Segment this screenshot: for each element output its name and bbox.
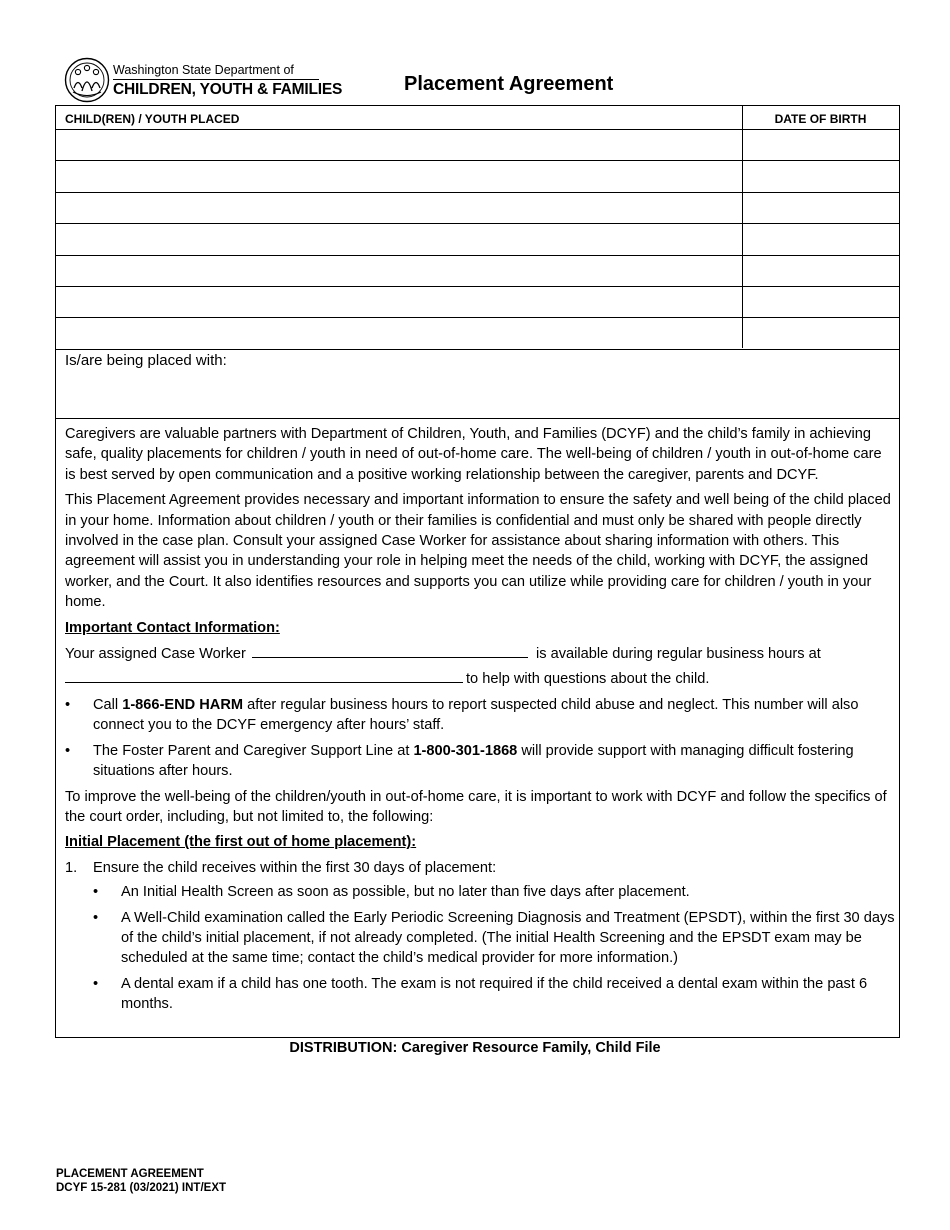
bullet-icon: •	[65, 696, 71, 713]
date-of-birth-field[interactable]	[743, 287, 899, 317]
footer-form-number: DCYF 15-281 (03/2021) INT/EXT	[56, 1182, 227, 1194]
date-of-birth-field[interactable]	[743, 193, 899, 223]
table-header-row	[56, 106, 899, 130]
sub-bullet-health-screen: • An Initial Health Screen as soon as possible, but no later than five days after placement.	[65, 882, 895, 902]
table-row	[56, 256, 899, 287]
numbered-item-1: 1. Ensure the child receives within the first 30 days of placement:	[65, 858, 895, 878]
placed-with-section	[56, 348, 899, 419]
sub-bullet-epsdt: • A Well-Child examination called the Early Periodic Screening Diagnosis and Treatment (EPSDT), within the first 30 days of the child’s initial placement, if not already completed. (The initial Health Screening and the EPSDT exam may be scheduled at the same time; contact the child’s medical provider for more information.)	[93, 909, 895, 967]
bullet-icon: •	[93, 884, 99, 901]
availability-text: is available during regular business hours at	[536, 646, 821, 663]
column-divider	[742, 106, 743, 348]
intro-paragraph-2: This Placement Agreement provides necessary and important information to ensure the safety and well being of the child placed in your home. Information about children / youth or their families is confidential and must only be shared with people directly involved in the case plan. Consult your assigned Case Worker for assistance about sharing information with others. This agreement will assist you in understanding your role in helping meet the needs of the child, working with DCYF, the assigned worker, and the Court. It also identifies resources and supports you can utilize while providing care for children / youth in your home.	[65, 492, 891, 611]
table-row	[56, 161, 899, 192]
table-row	[56, 130, 899, 161]
bullet-icon: •	[65, 742, 71, 759]
table-row	[56, 224, 899, 255]
form-title: Placement Agreement	[404, 73, 614, 95]
dcyf-logo	[64, 57, 343, 105]
case-worker-field[interactable]	[252, 643, 528, 658]
end-harm-number: 1-866-END HARM	[122, 696, 244, 713]
placement-table	[56, 106, 899, 350]
org-name-line1: Washington State Department of	[113, 63, 294, 77]
initial-placement-heading: Initial Placement (the first out of home placement):	[65, 834, 417, 851]
date-of-birth-field[interactable]	[743, 161, 899, 191]
support-line-bullet: • The Foster Parent and Caregiver Support Line at 1-800-301-1868 will provide support with managing difficult fostering situations after hours.	[65, 742, 854, 780]
distribution-line: DISTRIBUTION: Caregiver Resource Family, Child File	[289, 1040, 661, 1056]
dob-column-header: DATE OF BIRTH	[774, 112, 867, 126]
questions-text: to help with questions about the child.	[466, 671, 710, 688]
form-header	[64, 57, 904, 105]
child-name-field[interactable]	[56, 224, 742, 254]
sub-bullet-dental: • A dental exam if a child has one tooth. The exam is not required if the child received a dental exam within the past 6 months.	[93, 975, 868, 1013]
child-name-field[interactable]	[56, 193, 742, 223]
business-hours-line	[65, 668, 895, 689]
improve-paragraph: To improve the well-being of the children/youth in out-of-home care, it is important to work with DCYF and follow the specifics of the court order, including, but not limited to, the following:	[65, 788, 887, 825]
child-column-header: CHILD(REN) / YOUTH PLACED	[65, 112, 240, 126]
case-worker-label: Your assigned Case Worker	[65, 646, 246, 663]
footer-form-name: PLACEMENT AGREEMENT	[56, 1168, 204, 1180]
item-number: 1.	[65, 859, 78, 876]
form-footer	[56, 1167, 226, 1195]
intro-paragraph-1: Caregivers are valuable partners with Department of Children, Youth, and Families (DCYF) and the child’s family in achieving safe, quality placements for children / youth in need of out-of-home care. The well-being of children / youth in out-of-home care is best served by open communication and a positive working relationship between the caregiver, parents and DCYF.	[65, 426, 882, 483]
table-row	[56, 287, 899, 318]
logo-divider	[113, 79, 319, 80]
child-name-field[interactable]	[56, 256, 742, 286]
support-line-number: 1-800-301-1868	[413, 742, 518, 759]
child-name-field[interactable]	[56, 287, 742, 317]
hotline-bullet: • Call 1-866-END HARM after regular business hours to report suspected child abuse and neglect. This number will also connect you to the DCYF emergency after hours’ staff.	[65, 696, 859, 734]
date-of-birth-field[interactable]	[743, 256, 899, 286]
placed-with-label: Is/are being placed with:	[65, 352, 227, 369]
form-frame	[55, 105, 900, 1038]
agreement-body	[65, 424, 895, 1020]
business-hours-field[interactable]	[65, 668, 463, 683]
placed-with-field[interactable]	[65, 374, 885, 412]
child-name-field[interactable]	[56, 318, 742, 348]
table-row	[56, 193, 899, 224]
child-name-field[interactable]	[56, 161, 742, 191]
date-of-birth-field[interactable]	[743, 130, 899, 160]
case-worker-line	[65, 643, 895, 664]
org-name-line2: CHILDREN, YOUTH & FAMILIES	[113, 81, 343, 98]
dcyf-family-logo-icon	[64, 57, 110, 103]
date-of-birth-field[interactable]	[743, 318, 899, 348]
bullet-icon: •	[93, 909, 99, 926]
table-row	[56, 318, 899, 349]
date-of-birth-field[interactable]	[743, 224, 899, 254]
bullet-icon: •	[93, 975, 99, 992]
contact-heading: Important Contact Information:	[65, 619, 280, 636]
child-name-field[interactable]	[56, 130, 742, 160]
